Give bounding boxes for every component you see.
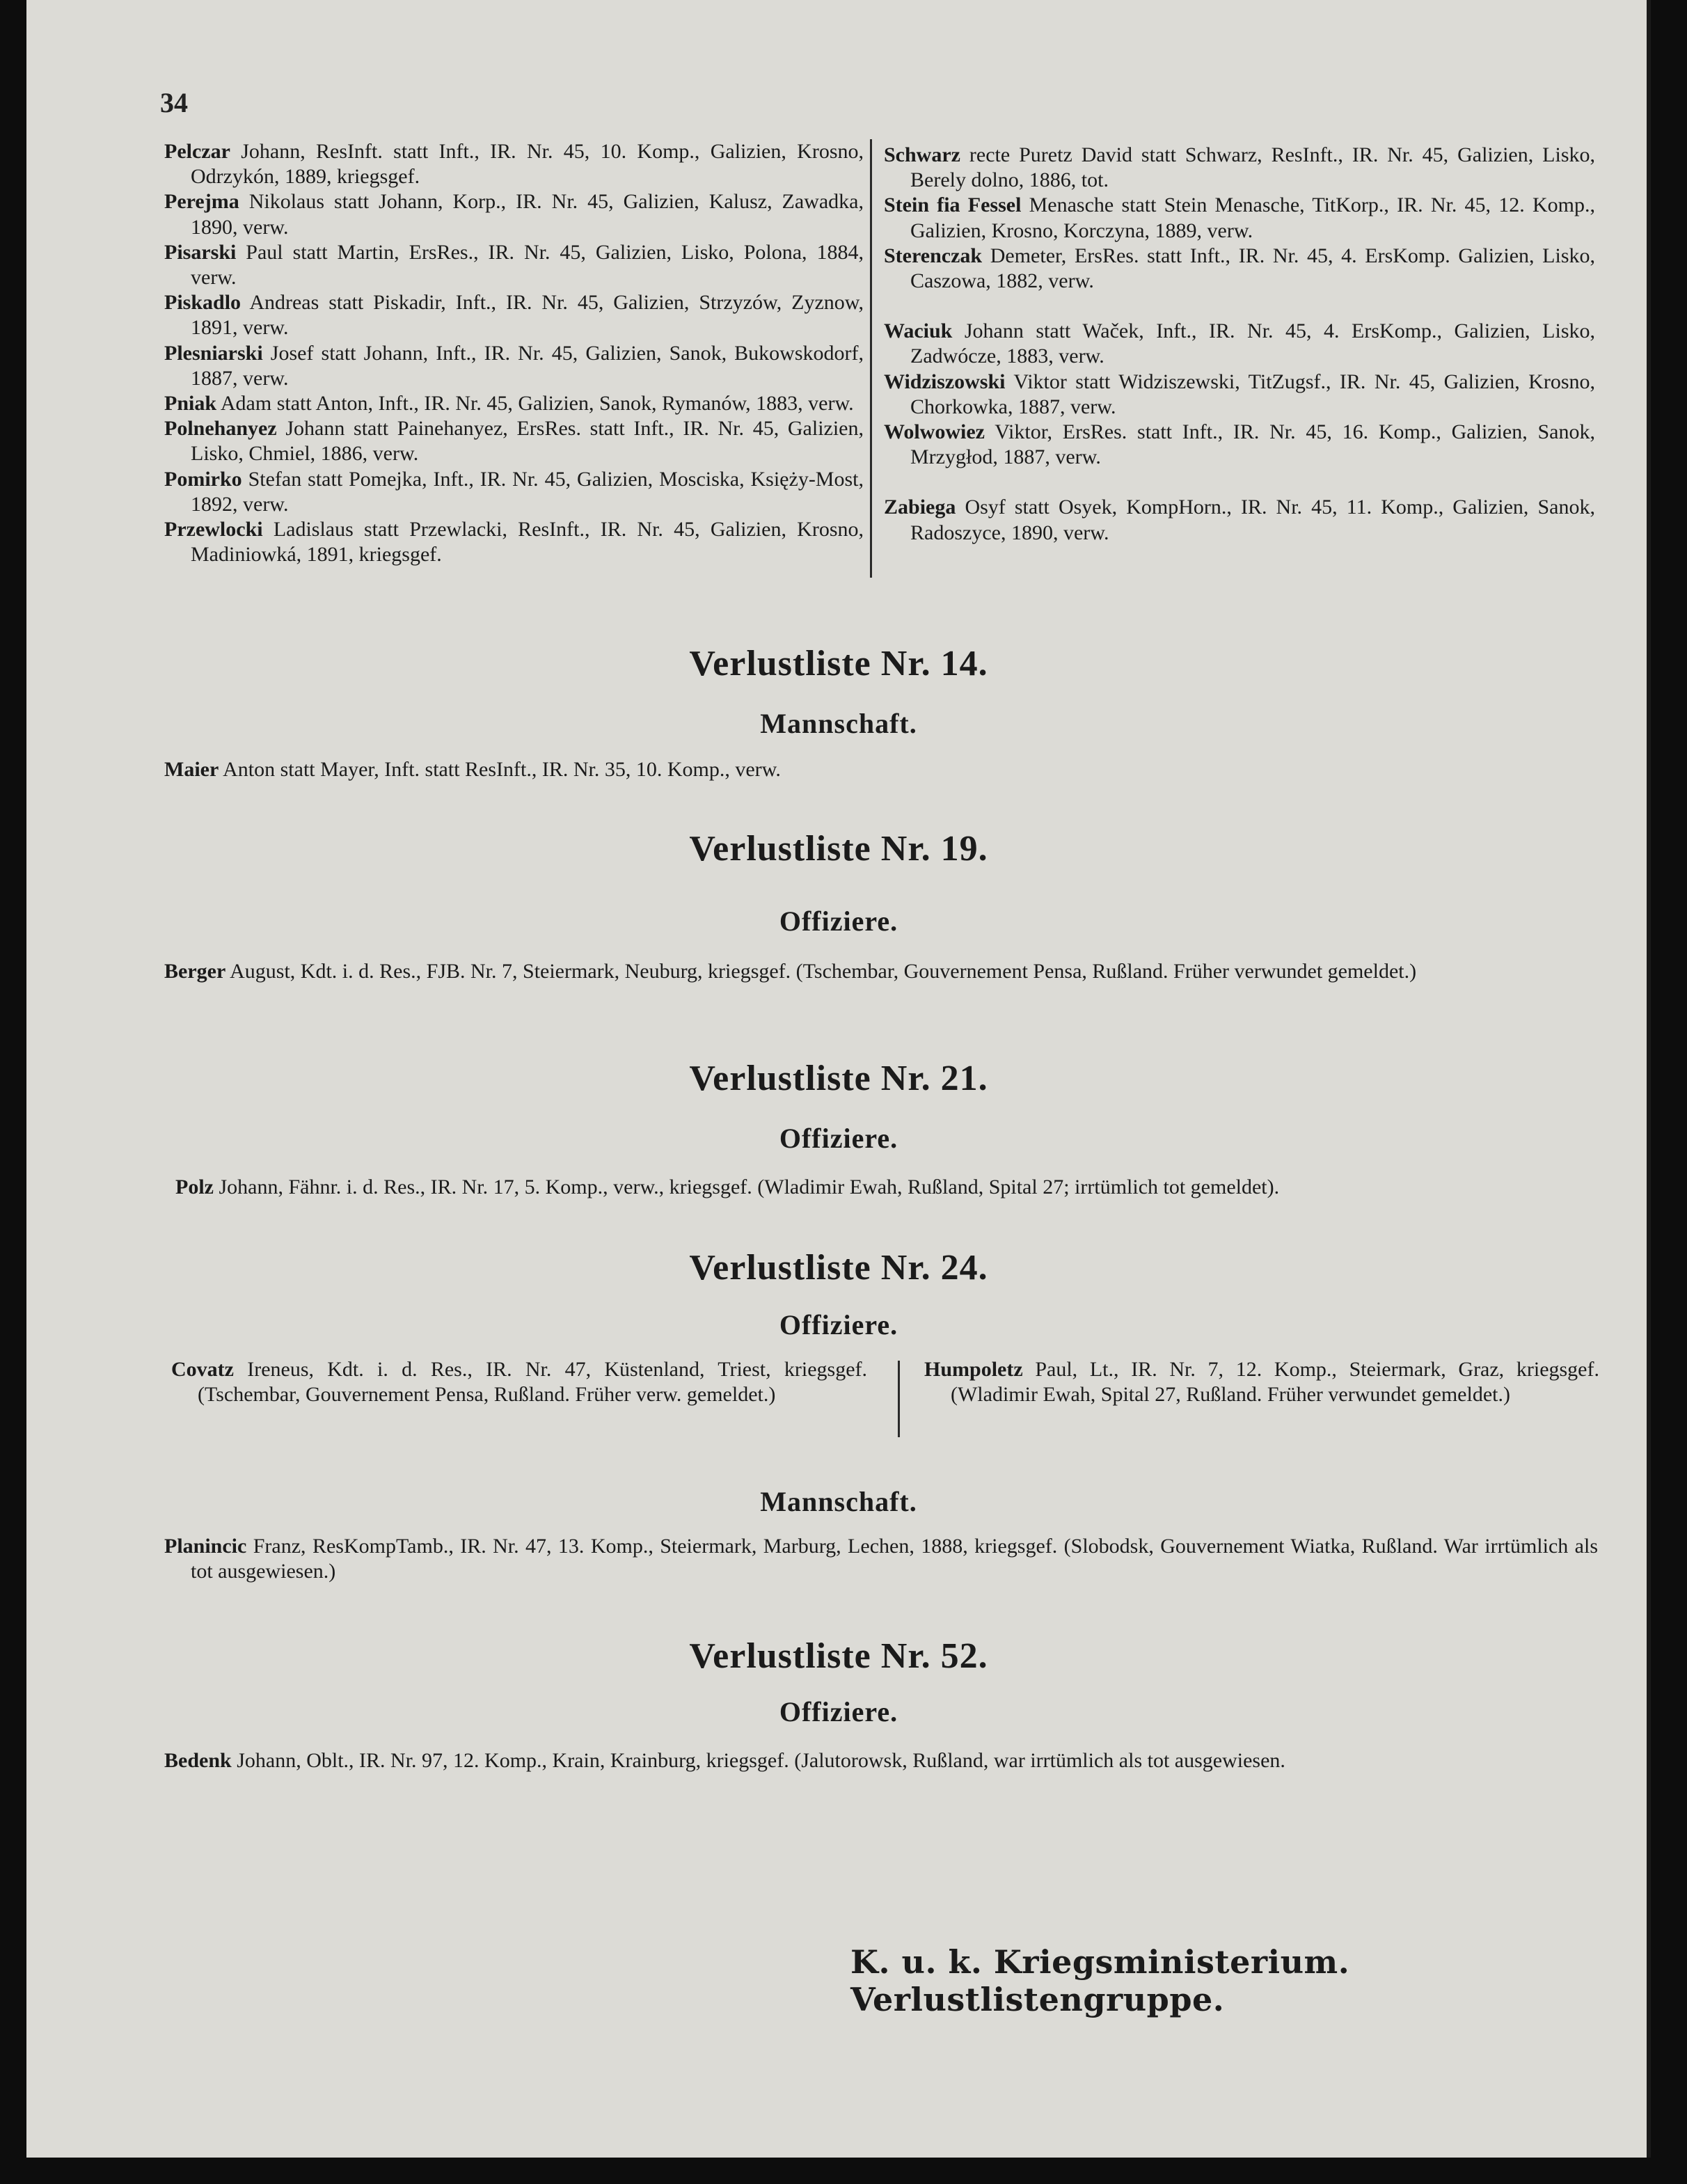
entry: Stein fia Fessel Menasche statt Stein Menasche, TitKorp., IR. Nr. 45, 12. Komp., Galizien, Krosno, Korczyna, 1889, verw.	[884, 193, 1595, 242]
column-divider	[870, 139, 872, 578]
section-heading: Verlustliste Nr. 52.	[689, 1636, 988, 1676]
entry: Waciuk Johann statt Waček, Inft., IR. Nr. 45, 4. ErsKomp., Galizien, Lisko, Zadwócze, 1883, verw.	[884, 319, 1595, 368]
page-number: 34	[160, 87, 188, 118]
entry: Przewlocki Ladislaus statt Przewlacki, ResInft., IR. Nr. 45, Galizien, Krosno, Madiniowká, 1891, kriegsgef.	[164, 518, 864, 567]
left-column	[164, 139, 864, 567]
section-entry: Berger August, Kdt. i. d. Res., FJB. Nr. 7, Steiermark, Neuburg, kriegsgef. (Tschembar, Gouvernement Pensa, Rußland. Früher verwundet gemeldet.)	[164, 960, 1417, 983]
section-heading: Verlustliste Nr. 19.	[689, 829, 988, 869]
section-entry: Covatz Ireneus, Kdt. i. d. Res., IR. Nr. 47, Küstenland, Triest, kriegsgef. (Tschembar, Gouvernement Pensa, Rußland. Früher verw. gemeldet.)	[171, 1358, 867, 1407]
section-entry: Humpoletz Paul, Lt., IR. Nr. 7, 12. Komp., Steiermark, Graz, kriegsgef. (Wladimir Ewah, Spital 27, Rußland. Früher verwundet gemeldet.)	[924, 1358, 1599, 1407]
section-entry: Planincic Franz, ResKompTamb., IR. Nr. 47, 13. Komp., Steiermark, Marburg, Lechen, 1888, kriegsgef. (Slobodsk, Gouvernement Wiatka, Rußland. War irrtümlich als tot ausgewiesen.)	[164, 1535, 1598, 1583]
section-heading: Verlustliste Nr. 14.	[689, 644, 988, 683]
entry: Zabiega Osyf statt Osyek, KompHorn., IR. Nr. 45, 11. Komp., Galizien, Sanok, Radoszyce, 1890, verw.	[884, 496, 1595, 544]
entry: Widziszowski Viktor statt Widziszewski, TitZugsf., IR. Nr. 45, Galizien, Krosno, Chorkowka, 1887, verw.	[884, 370, 1595, 418]
section-entry: Maier Anton statt Mayer, Inft. statt ResInft., IR. Nr. 35, 10. Komp., verw.	[164, 758, 781, 781]
column-divider	[898, 1361, 900, 1437]
section-subheading: Offiziere.	[779, 1696, 898, 1727]
right-column	[884, 143, 1595, 546]
entry: Pisarski Paul statt Martin, ErsRes., IR. Nr. 45, Galizien, Lisko, Polona, 1884, verw.	[164, 240, 864, 290]
section-heading: Verlustliste Nr. 21.	[689, 1059, 988, 1098]
section-entry: Polz Johann, Fähnr. i. d. Res., IR. Nr. 17, 5. Komp., verw., kriegsgef. (Wladimir Ewah, Rußland, Spital 27; irrtümlich tot gemeldet).	[175, 1176, 1280, 1198]
section-subheading: Offiziere.	[779, 905, 898, 937]
section-subheading: Mannschaft.	[760, 708, 917, 739]
entry: Plesniarski Josef statt Johann, Inft., IR. Nr. 45, Galizien, Sanok, Bukowskodorf, 1887, verw.	[164, 341, 864, 390]
entry: Pniak Adam statt Anton, Inft., IR. Nr. 45, Galizien, Sanok, Rymanów, 1883, verw.	[164, 392, 854, 416]
section-heading: Verlustliste Nr. 24.	[689, 1248, 988, 1288]
page-edge	[1647, 0, 1651, 2158]
entry: Piskadlo Andreas statt Piskadir, Inft., IR. Nr. 45, Galizien, Strzyzów, Zyznow, 1891, verw.	[164, 291, 864, 340]
section-subheading: Offiziere.	[779, 1123, 898, 1154]
document-page	[26, 0, 1651, 2158]
section-entry: Bedenk Johann, Oblt., IR. Nr. 97, 12. Komp., Krain, Krainburg, kriegsgef. (Jalutorowsk, Rußland, war irrtümlich als tot ausgewiesen.	[164, 1749, 1285, 1772]
section-subheading: Offiziere.	[779, 1309, 898, 1340]
entry: Polnehanyez Johann statt Painehanyez, ErsRes. statt Inft., IR. Nr. 45, Galizien, Lisko, Chmiel, 1886, verw.	[164, 417, 864, 466]
entry: Schwarz recte Puretz David statt Schwarz, ResInft., IR. Nr. 45, Galizien, Lisko, Berely dolno, 1886, tot.	[884, 143, 1595, 192]
signature-line: K. u. k. Kriegsministerium. Verlustlistengruppe.	[850, 1943, 1350, 2018]
entry: Perejma Nikolaus statt Johann, Korp., IR. Nr. 45, Galizien, Kalusz, Zawadka, 1890, verw.	[164, 190, 864, 239]
entry: Sterenczak Demeter, ErsRes. statt Inft., IR. Nr. 45, 4. ErsKomp. Galizien, Lisko, Caszowa, 1882, verw.	[884, 244, 1595, 293]
entry: Pomirko Stefan statt Pomejka, Inft., IR. Nr. 45, Galizien, Mosciska, Księży-Most, 1892, verw.	[164, 467, 864, 516]
section-subheading: Mannschaft.	[760, 1486, 917, 1517]
entry: Pelczar Johann, ResInft. statt Inft., IR. Nr. 45, 10. Komp., Galizien, Krosno, Odrzykón, 1889, kriegsgef.	[164, 140, 864, 189]
entry: Wolwowiez Viktor, ErsRes. statt Inft., IR. Nr. 45, 16. Komp., Galizien, Sanok, Mrzygłod, 1887, verw.	[884, 420, 1595, 469]
